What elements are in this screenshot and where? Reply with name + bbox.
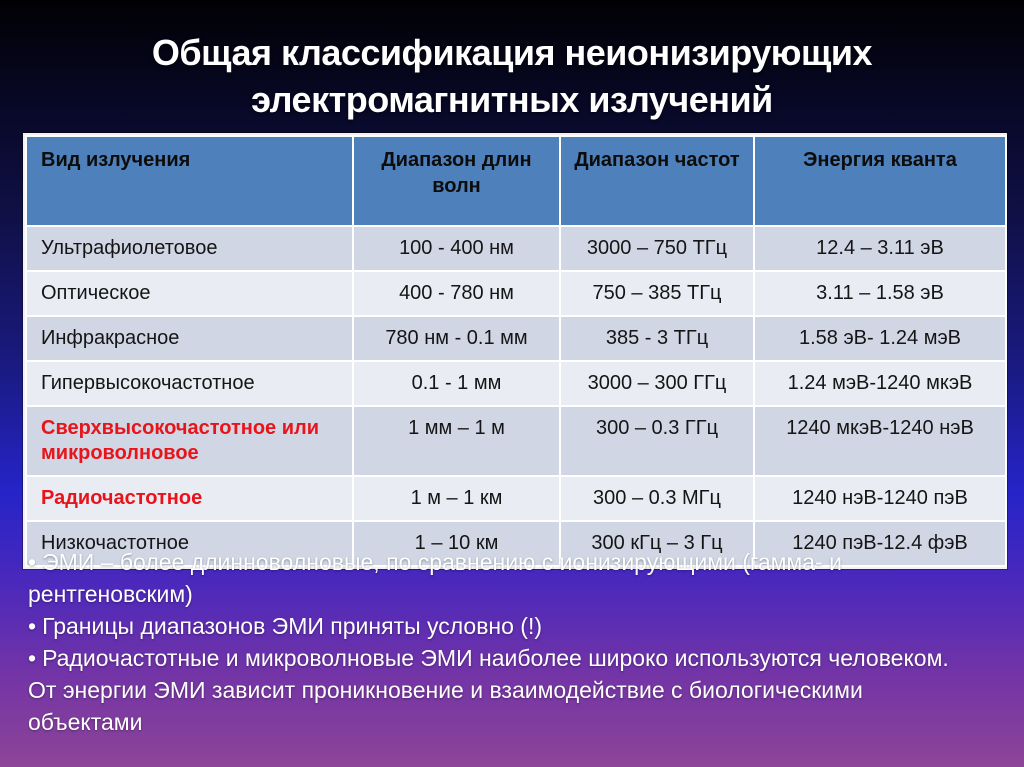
- cell-radiation-type: Низкочастотное: [26, 521, 353, 566]
- cell-radiation-type: Ультрафиолетовое: [26, 226, 353, 271]
- bullet-marker: •: [28, 549, 37, 575]
- cell-value: 1240 нэВ-1240 пэВ: [754, 476, 1006, 521]
- cell-value: 1 мм – 1 м: [353, 406, 560, 476]
- table-row: [26, 361, 1006, 406]
- note-text: Радиочастотные и микроволновые ЭМИ наиболее широко используются человеком. От энергии ЭМИ зависит проникновение и взаимодействие с биологическими объектами: [28, 645, 949, 735]
- radiation-table-wrap: [23, 133, 1007, 569]
- cell-value: 1 м – 1 км: [353, 476, 560, 521]
- table-row: [26, 271, 1006, 316]
- cell-value: 750 – 385 ТГц: [560, 271, 754, 316]
- cell-value: 3.11 – 1.58 эВ: [754, 271, 1006, 316]
- cell-value: 100 - 400 нм: [353, 226, 560, 271]
- note-item: [28, 642, 980, 738]
- column-header-quantum-energy: Энергия кванта: [754, 136, 1006, 226]
- cell-value: 1 – 10 км: [353, 521, 560, 566]
- cell-value: 0.1 - 1 мм: [353, 361, 560, 406]
- table-header-row: [26, 136, 1006, 226]
- radiation-table: [25, 135, 1007, 567]
- cell-value: 1240 пэВ-12.4 фэВ: [754, 521, 1006, 566]
- cell-radiation-type: Гипервысокочастотное: [26, 361, 353, 406]
- cell-radiation-type: Оптическое: [26, 271, 353, 316]
- table-row: [26, 316, 1006, 361]
- cell-radiation-type: Радиочастотное: [26, 476, 353, 521]
- column-header-radiation-type: Вид излучения: [26, 136, 353, 226]
- note-text: Границы диапазонов ЭМИ приняты условно (!): [42, 613, 543, 639]
- cell-value: 3000 – 300 ГГц: [560, 361, 754, 406]
- table-row: [26, 226, 1006, 271]
- note-item: [28, 610, 980, 642]
- cell-radiation-type: Инфракрасное: [26, 316, 353, 361]
- cell-value: 1.58 эВ- 1.24 мэВ: [754, 316, 1006, 361]
- note-text: ЭМИ – более длинноволновые, по сравнению с ионизирующими (гамма- и рентгеновским): [28, 549, 842, 607]
- cell-value: 385 - 3 ТГц: [560, 316, 754, 361]
- slide-title: Общая классификация неионизирующих электромагнитных излучений: [151, 32, 873, 120]
- notes-block: [28, 546, 980, 738]
- cell-value: 400 - 780 нм: [353, 271, 560, 316]
- cell-value: 780 нм - 0.1 мм: [353, 316, 560, 361]
- table-body: [26, 226, 1006, 566]
- cell-value: 3000 – 750 ТГц: [560, 226, 754, 271]
- cell-value: 1240 мкэВ-1240 нэВ: [754, 406, 1006, 476]
- note-item: [28, 546, 980, 610]
- column-header-wavelength-range: Диапазон длин волн: [353, 136, 560, 226]
- cell-value: 300 кГц – 3 Гц: [560, 521, 754, 566]
- cell-value: 300 – 0.3 МГц: [560, 476, 754, 521]
- bullet-marker: •: [28, 645, 37, 671]
- table-row: [26, 406, 1006, 476]
- cell-radiation-type: Сверхвысокочастотное или микроволновое: [26, 406, 353, 476]
- cell-value: 300 – 0.3 ГГц: [560, 406, 754, 476]
- column-header-frequency-range: Диапазон частот: [560, 136, 754, 226]
- cell-value: 12.4 – 3.11 эВ: [754, 226, 1006, 271]
- bullet-marker: •: [28, 613, 37, 639]
- cell-value: 1.24 мэВ-1240 мкэВ: [754, 361, 1006, 406]
- table-row: [26, 476, 1006, 521]
